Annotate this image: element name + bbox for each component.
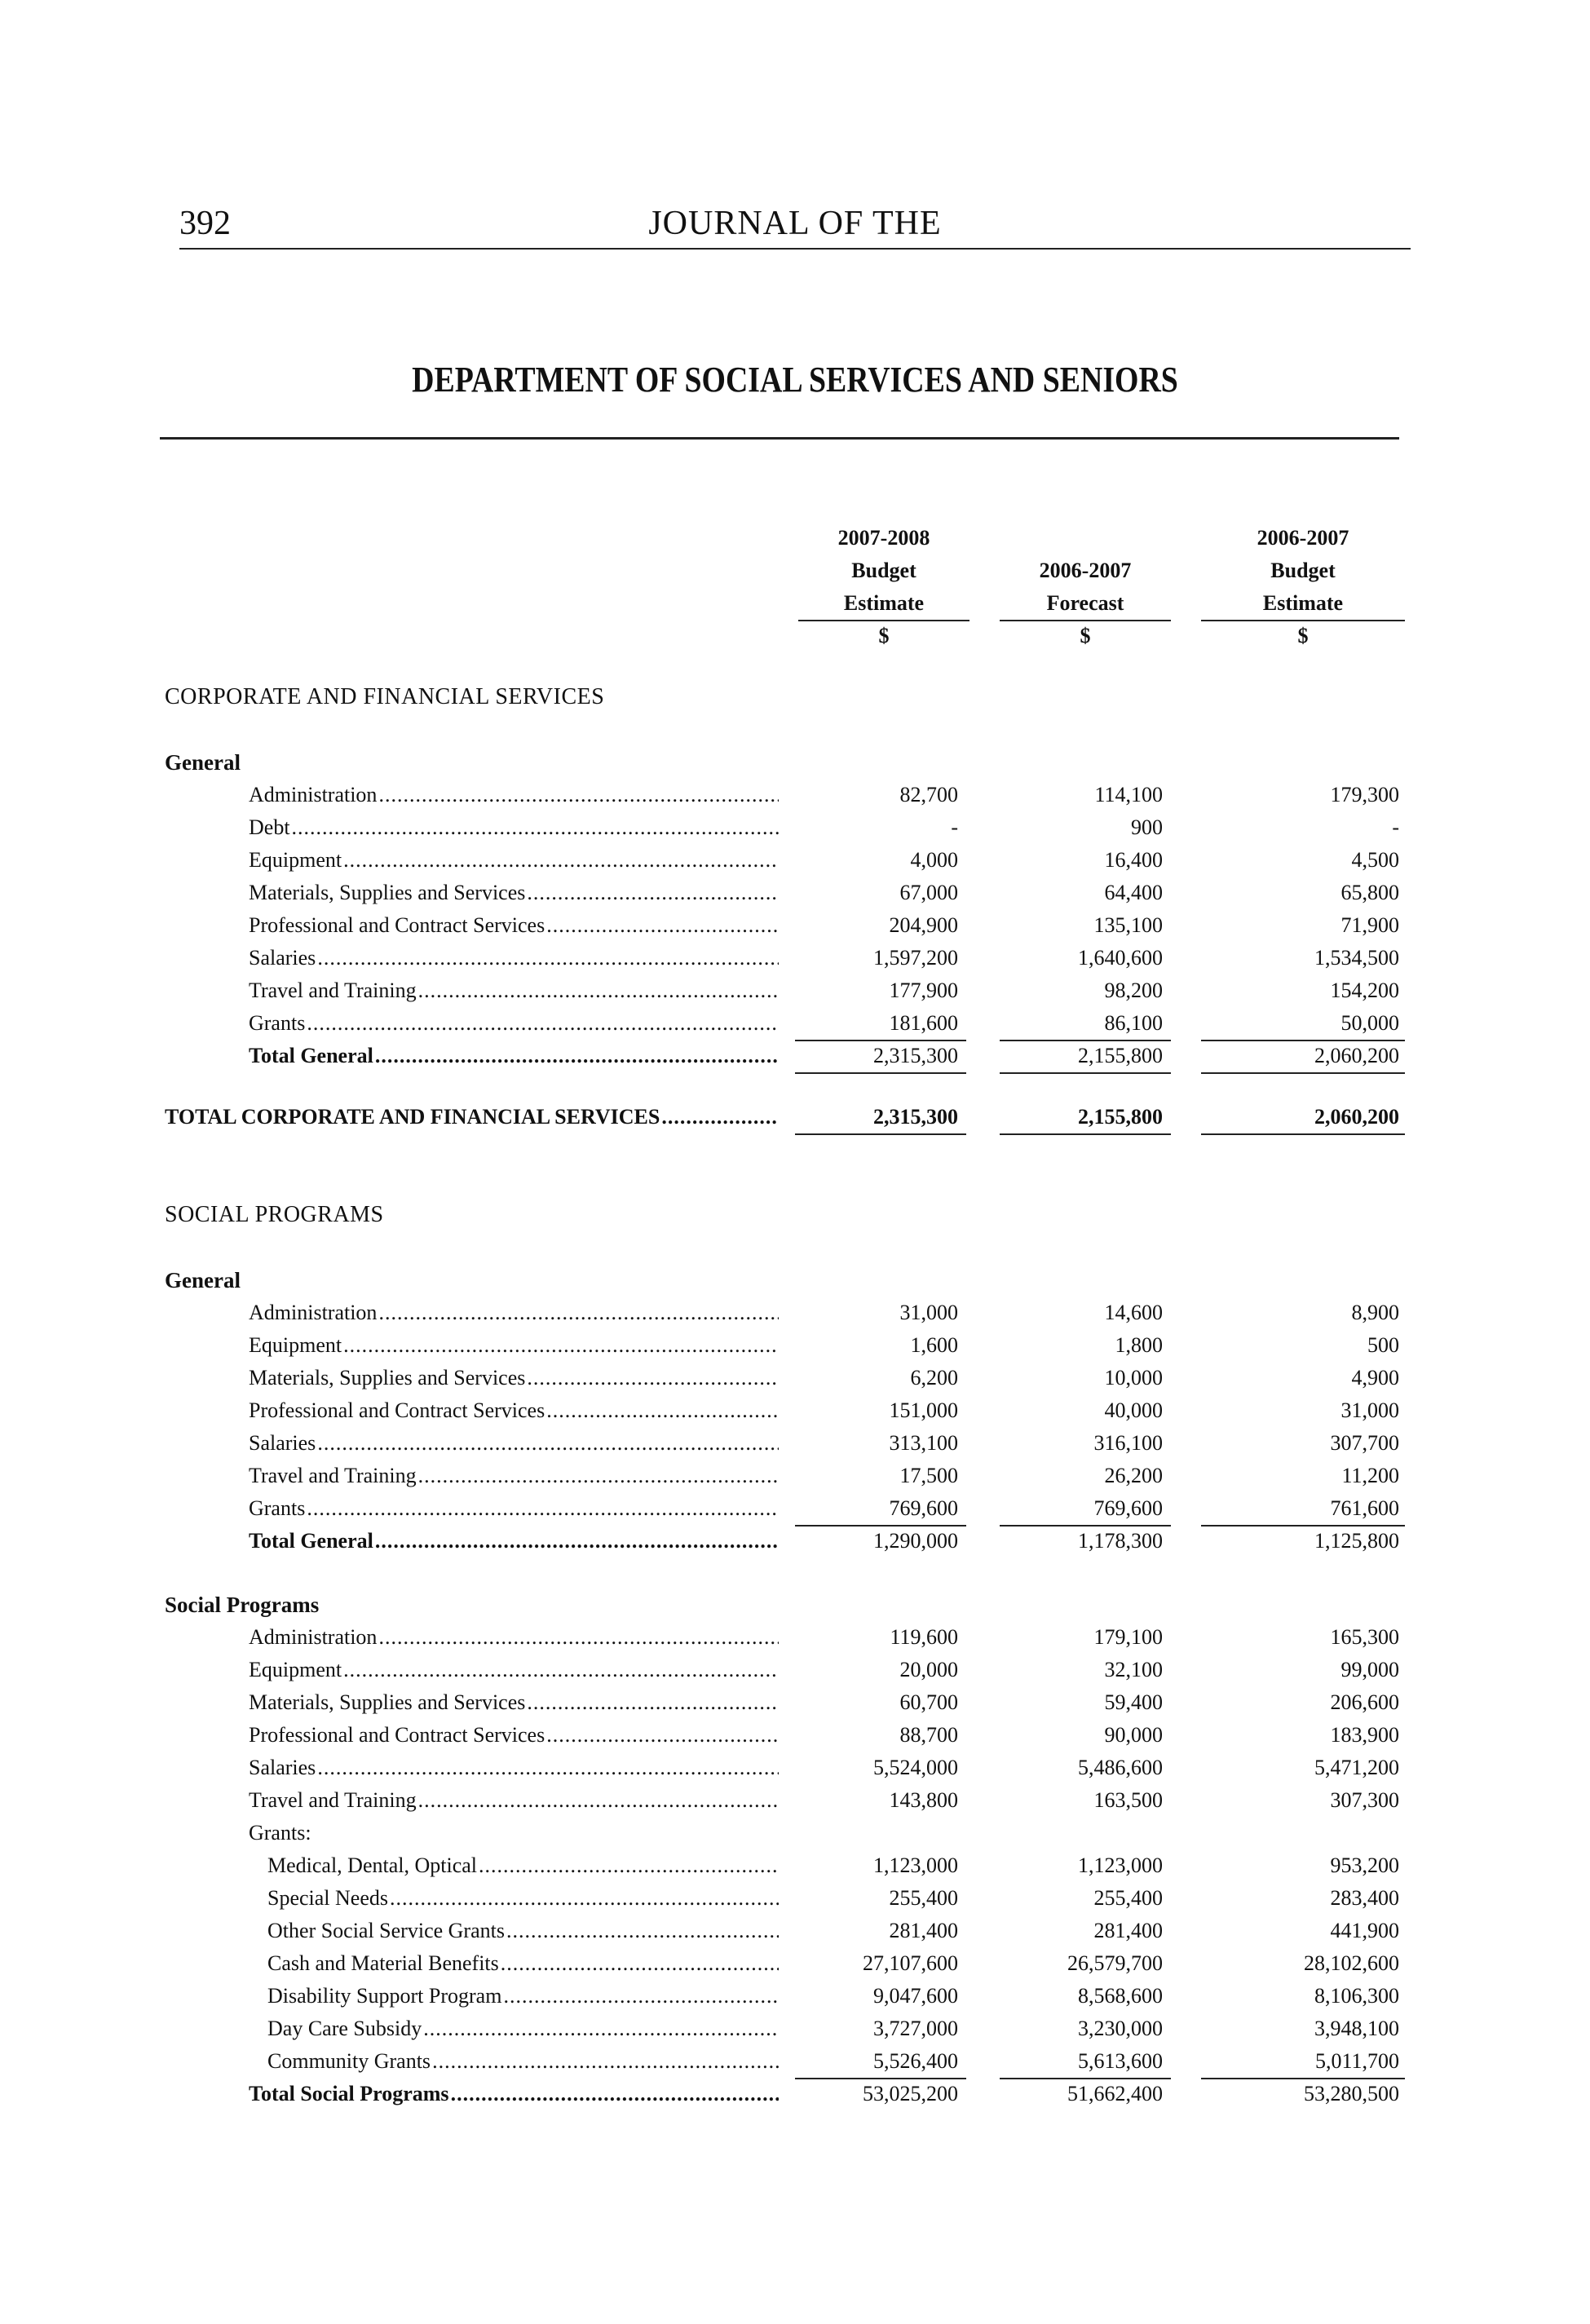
cell-budget-2006-2007: 179,300: [1330, 783, 1399, 806]
row-label: Professional and Contract Services .....: [249, 1394, 779, 1427]
row-label: Salaries .....: [249, 1427, 779, 1460]
row-label: Travel and Training .....: [249, 1460, 779, 1492]
row-label: Total General .....: [249, 1040, 779, 1072]
column-unit: $: [1297, 624, 1309, 647]
row-label: Disability Support Program .....: [267, 1980, 779, 2013]
row-label: Total Social Programs .....: [249, 2078, 779, 2110]
subtotal-rule: [795, 1072, 966, 1074]
row-label: TOTAL CORPORATE AND FINANCIAL SERVICES .....: [165, 1101, 779, 1133]
cell-budget-2006-2007: 1,125,800: [1314, 1529, 1399, 1553]
cell-forecast-2006-2007: 255,400: [1093, 1886, 1163, 1910]
cell-forecast-2006-2007: 14,600: [1104, 1301, 1163, 1324]
cell-budget-2006-2007: 99,000: [1340, 1658, 1399, 1681]
row-label: Travel and Training .....: [249, 1784, 779, 1817]
cell-forecast-2006-2007: 5,486,600: [1078, 1756, 1163, 1779]
journal-title: JOURNAL OF THE: [648, 205, 942, 242]
cell-forecast-2006-2007: 2,155,800: [1078, 1105, 1163, 1129]
cell-forecast-2006-2007: 8,568,600: [1078, 1984, 1163, 2008]
row-label: Travel and Training .....: [249, 974, 779, 1007]
cell-forecast-2006-2007: 32,100: [1104, 1658, 1163, 1681]
cell-forecast-2006-2007: 98,200: [1104, 979, 1163, 1002]
cell-forecast-2006-2007: 90,000: [1104, 1723, 1163, 1747]
cell-budget-2007-2008: 6,200: [910, 1366, 958, 1390]
row-label: Equipment .....: [249, 1654, 779, 1686]
cell-budget-2007-2008: 1,597,200: [873, 946, 958, 970]
row-label: Administration .....: [249, 1297, 779, 1329]
grants-heading: [0, 1817, 1590, 1849]
cell-forecast-2006-2007: 16,400: [1104, 848, 1163, 872]
table-row: [0, 1362, 1590, 1394]
cell-budget-2007-2008: 82,700: [899, 783, 958, 806]
cell-forecast-2006-2007: 769,600: [1093, 1496, 1163, 1520]
cell-forecast-2006-2007: 114,100: [1094, 783, 1163, 806]
row-label: Professional and Contract Services .....: [249, 1719, 779, 1752]
cell-budget-2007-2008: 769,600: [889, 1496, 958, 1520]
cell-forecast-2006-2007: 5,613,600: [1078, 2049, 1163, 2073]
row-label: Grants .....: [249, 1007, 779, 1040]
row-label: Salaries .....: [249, 1752, 779, 1784]
cell-forecast-2006-2007: 59,400: [1104, 1690, 1163, 1714]
table-row: [0, 1621, 1590, 1654]
cell-budget-2007-2008: 3,727,000: [873, 2017, 958, 2040]
table-row: [0, 1915, 1590, 1947]
row-label: Total General .....: [249, 1525, 779, 1557]
total-rule: [795, 1133, 966, 1135]
cell-budget-2007-2008: 20,000: [899, 1658, 958, 1681]
grants-label: Grants:: [249, 1821, 311, 1845]
cell-budget-2007-2008: 2,315,300: [873, 1044, 958, 1067]
cell-forecast-2006-2007: 2,155,800: [1078, 1044, 1163, 1067]
cell-budget-2006-2007: 283,400: [1330, 1886, 1399, 1910]
row-label: Day Care Subsidy .....: [267, 2013, 779, 2045]
cell-budget-2006-2007: 441,900: [1330, 1919, 1399, 1942]
cell-budget-2007-2008: 1,290,000: [873, 1529, 958, 1553]
table-row: [0, 1947, 1590, 1980]
cell-forecast-2006-2007: 163,500: [1093, 1788, 1163, 1812]
cell-budget-2007-2008: 67,000: [899, 881, 958, 904]
cell-budget-2006-2007: 53,280,500: [1304, 2082, 1399, 2105]
row-label: Grants .....: [249, 1492, 779, 1525]
cell-budget-2006-2007: 2,060,200: [1314, 1044, 1399, 1067]
column-unit: $: [878, 624, 890, 647]
cell-budget-2007-2008: -: [951, 815, 958, 839]
cell-forecast-2006-2007: 40,000: [1104, 1398, 1163, 1422]
cell-budget-2007-2008: 27,107,600: [863, 1951, 958, 1975]
table-row: [0, 1329, 1590, 1362]
cell-budget-2007-2008: 4,000: [910, 848, 958, 872]
column-header-line: 2006-2007: [1039, 559, 1132, 582]
cell-forecast-2006-2007: 1,123,000: [1078, 1853, 1163, 1877]
subsection-heading: [0, 1588, 1590, 1621]
subsection-heading-label: General: [165, 750, 241, 775]
subtotal-rule: [1000, 1072, 1171, 1074]
cell-budget-2006-2007: 8,106,300: [1314, 1984, 1399, 2008]
table-row: [0, 1849, 1590, 1882]
cell-budget-2006-2007: 31,000: [1340, 1398, 1399, 1422]
cell-budget-2007-2008: 177,900: [889, 979, 958, 1002]
section-heading-label: CORPORATE AND FINANCIAL SERVICES: [165, 684, 605, 709]
column-header-line: 2007-2008: [837, 526, 930, 550]
table-row: [0, 909, 1590, 942]
table-row: [0, 2045, 1590, 2078]
cell-budget-2006-2007: 500: [1367, 1333, 1399, 1357]
cell-budget-2007-2008: 1,123,000: [873, 1853, 958, 1877]
table-row: [0, 1882, 1590, 1915]
row-label: Professional and Contract Services .....: [249, 909, 779, 942]
cell-forecast-2006-2007: 3,230,000: [1078, 2017, 1163, 2040]
cell-forecast-2006-2007: 64,400: [1104, 881, 1163, 904]
cell-forecast-2006-2007: 26,579,700: [1067, 1951, 1163, 1975]
row-label: Medical, Dental, Optical .....: [267, 1849, 779, 1882]
cell-budget-2006-2007: 206,600: [1330, 1690, 1399, 1714]
cell-budget-2006-2007: 1,534,500: [1314, 946, 1399, 970]
section-heading: [0, 681, 1590, 714]
cell-budget-2007-2008: 255,400: [889, 1886, 958, 1910]
subtotal-row: [0, 2078, 1590, 2110]
cell-forecast-2006-2007: 1,800: [1115, 1333, 1163, 1357]
subtotal-row: [0, 1525, 1590, 1557]
table-row: [0, 1980, 1590, 2013]
cell-budget-2006-2007: 71,900: [1340, 913, 1399, 937]
column-header-line: Forecast: [1046, 591, 1124, 615]
column-header-line: Budget: [851, 559, 916, 582]
subsection-heading: [0, 746, 1590, 779]
cell-budget-2007-2008: 119,600: [890, 1625, 958, 1649]
cell-budget-2007-2008: 5,524,000: [873, 1756, 958, 1779]
cell-budget-2006-2007: 761,600: [1330, 1496, 1399, 1520]
cell-forecast-2006-2007: 1,178,300: [1078, 1529, 1163, 1553]
row-label: Materials, Supplies and Services .....: [249, 1686, 779, 1719]
column-header-line: Estimate: [1262, 591, 1344, 615]
cell-budget-2007-2008: 31,000: [899, 1301, 958, 1324]
department-title: DEPARTMENT OF SOCIAL SERVICES AND SENIORS: [412, 360, 1178, 400]
table-row: [0, 1686, 1590, 1719]
cell-forecast-2006-2007: 179,100: [1093, 1625, 1163, 1649]
cell-budget-2007-2008: 9,047,600: [873, 1984, 958, 2008]
cell-budget-2007-2008: 143,800: [889, 1788, 958, 1812]
table-row: [0, 1394, 1590, 1427]
cell-budget-2007-2008: 204,900: [889, 913, 958, 937]
subtotal-row: [0, 1040, 1590, 1072]
subsection-heading: [0, 1264, 1590, 1297]
row-label: Equipment .....: [249, 1329, 779, 1362]
table-row: [0, 974, 1590, 1007]
cell-forecast-2006-2007: 135,100: [1093, 913, 1163, 937]
cell-budget-2006-2007: 8,900: [1351, 1301, 1399, 1324]
cell-budget-2006-2007: 2,060,200: [1314, 1105, 1399, 1129]
cell-budget-2006-2007: 11,200: [1341, 1464, 1399, 1487]
cell-budget-2006-2007: 154,200: [1330, 979, 1399, 1002]
row-label: Other Social Service Grants .....: [267, 1915, 779, 1947]
table-row: [0, 1654, 1590, 1686]
table-row: [0, 1297, 1590, 1329]
table-row: [0, 844, 1590, 877]
column-header-line: Budget: [1270, 559, 1336, 582]
cell-forecast-2006-2007: 316,100: [1093, 1431, 1163, 1455]
cell-budget-2006-2007: 307,300: [1330, 1788, 1399, 1812]
cell-budget-2007-2008: 151,000: [889, 1398, 958, 1422]
cell-budget-2006-2007: 953,200: [1330, 1853, 1399, 1877]
section-heading: [0, 1199, 1590, 1231]
cell-budget-2007-2008: 281,400: [889, 1919, 958, 1942]
cell-budget-2007-2008: 88,700: [899, 1723, 958, 1747]
cell-budget-2006-2007: 4,500: [1351, 848, 1399, 872]
cell-budget-2007-2008: 181,600: [889, 1011, 958, 1035]
row-label: Community Grants .....: [267, 2045, 779, 2078]
cell-budget-2007-2008: 53,025,200: [863, 2082, 958, 2105]
column-header-line: 2006-2007: [1257, 526, 1349, 550]
table-row: [0, 1719, 1590, 1752]
table-row: [0, 1007, 1590, 1040]
cell-budget-2007-2008: 2,315,300: [873, 1105, 958, 1129]
row-label: Administration .....: [249, 779, 779, 811]
table-row: [0, 942, 1590, 974]
cell-budget-2007-2008: 313,100: [889, 1431, 958, 1455]
section-heading-label: SOCIAL PROGRAMS: [165, 1202, 384, 1227]
cell-budget-2006-2007: 183,900: [1330, 1723, 1399, 1747]
total-rule: [1201, 1133, 1405, 1135]
cell-budget-2006-2007: 65,800: [1340, 881, 1399, 904]
cell-forecast-2006-2007: 51,662,400: [1067, 2082, 1163, 2105]
cell-forecast-2006-2007: 86,100: [1104, 1011, 1163, 1035]
row-label: Materials, Supplies and Services .....: [249, 1362, 779, 1394]
row-label: Cash and Material Benefits .....: [267, 1947, 779, 1980]
row-label: Equipment .....: [249, 844, 779, 877]
cell-budget-2007-2008: 17,500: [899, 1464, 958, 1487]
cell-budget-2006-2007: 3,948,100: [1314, 2017, 1399, 2040]
cell-forecast-2006-2007: 10,000: [1104, 1366, 1163, 1390]
cell-budget-2006-2007: 28,102,600: [1304, 1951, 1399, 1975]
cell-budget-2007-2008: 60,700: [899, 1690, 958, 1714]
cell-budget-2006-2007: 307,700: [1330, 1431, 1399, 1455]
cell-budget-2006-2007: 5,471,200: [1314, 1756, 1399, 1779]
row-label: Debt .....: [249, 811, 779, 844]
total-rule: [1000, 1133, 1171, 1135]
grand-total-row: [0, 1101, 1590, 1133]
cell-budget-2007-2008: 1,600: [910, 1333, 958, 1357]
table-row: [0, 1460, 1590, 1492]
subtotal-rule: [1201, 1072, 1405, 1074]
row-label: Salaries .....: [249, 942, 779, 974]
cell-forecast-2006-2007: 281,400: [1093, 1919, 1163, 1942]
table-row: [0, 1784, 1590, 1817]
cell-forecast-2006-2007: 26,200: [1104, 1464, 1163, 1487]
column-header-line: Estimate: [843, 591, 925, 615]
cell-budget-2006-2007: 5,011,700: [1314, 2049, 1399, 2073]
table-row: [0, 1492, 1590, 1525]
subsection-heading-label: Social Programs: [165, 1593, 320, 1617]
table-row: [0, 1427, 1590, 1460]
cell-budget-2006-2007: -: [1392, 815, 1399, 839]
table-row: [0, 2013, 1590, 2045]
row-label: Special Needs .....: [267, 1882, 779, 1915]
cell-budget-2006-2007: 4,900: [1351, 1366, 1399, 1390]
table-row: [0, 779, 1590, 811]
row-label: Administration .....: [249, 1621, 779, 1654]
table-row: [0, 877, 1590, 909]
row-label: Materials, Supplies and Services .....: [249, 877, 779, 909]
subsection-heading-label: General: [165, 1268, 241, 1292]
cell-forecast-2006-2007: 1,640,600: [1078, 946, 1163, 970]
cell-budget-2006-2007: 165,300: [1330, 1625, 1399, 1649]
page-number: 392: [179, 205, 231, 242]
cell-budget-2007-2008: 5,526,400: [873, 2049, 958, 2073]
table-row: [0, 811, 1590, 844]
table-row: [0, 1752, 1590, 1784]
column-unit: $: [1080, 624, 1091, 647]
cell-forecast-2006-2007: 900: [1131, 815, 1163, 839]
cell-budget-2006-2007: 50,000: [1340, 1011, 1399, 1035]
